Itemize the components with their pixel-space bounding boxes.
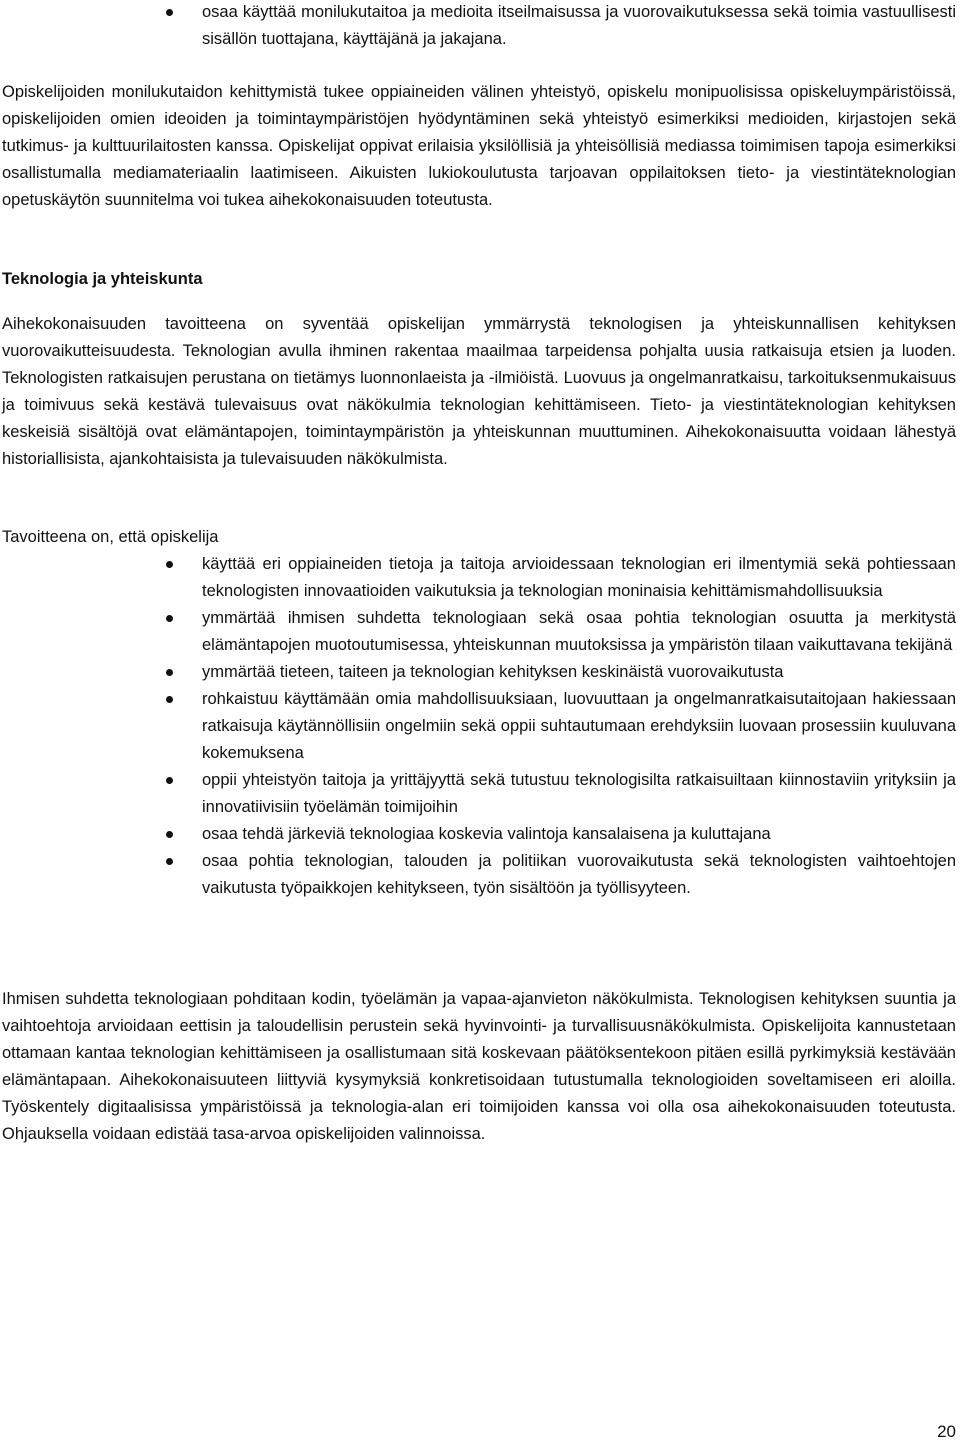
list-item — [0, 767, 960, 821]
goals-list — [0, 551, 960, 902]
section-paragraph-2: Ihmisen suhdetta teknologiaan pohditaan kodin, työelämän ja vapaa-ajanvieton näkökulmista. Teknologisen kehityksen suuntia ja vaihtoehtoja arvioidaan eettisin ja taloudellisin perustein sekä hyvinvointi- ja turvallisuusnäkökulmista. Opiskelijoita kannustetaan ottamaan kantaa teknologian kehittämiseen ja osallistumaan sitä koskevaan päätöksentekoon pitäen esillä pyrkimyksiä kestävään elämäntapaan. Aihekokonaisuuteen liittyviä kysymyksiä konkretisoidaan tutustumalla teknologioiden soveltamiseen eri aloilla. Työskentely digitaalisissa ympäristöissä ja teknologia-alan eri toimijoiden kanssa voi olla osa aihekokonaisuuden toteutusta. Ohjauksella voidaan edistää tasa-arvoa opiskelijoiden valinnoissa. — [2, 990, 956, 1143]
intro-paragraph: Opiskelijoiden monilukutaidon kehittymistä tukee oppiaineiden välinen yhteistyö, opiskelu monipuolisissa opiskeluympäristöissä, opiskelijoiden omien ideoiden ja toimintaympäristöjen hyödyntäminen sekä yhteistyö esimerkiksi medioiden, kirjastojen sekä tutkimus- ja kulttuurilaitosten kanssa. Opiskelijat oppivat erilaisia yksilöllisiä ja yhteisöllisiä mediassa toimimisen tapoja esimerkiksi osallistumalla mediamateriaalin laatimiseen. Aikuisten lukiokoulutusta tarjoavan oppilaitoksen tieto- ja viestintäteknologian opetuskäytön suunnitelma voi tukea aihekokonaisuuden toteutusta. — [2, 83, 956, 209]
list-item — [0, 605, 960, 659]
list-item — [0, 686, 960, 767]
list-item — [0, 848, 960, 902]
bullet-icon — [166, 669, 173, 676]
top-bullet-list — [0, 0, 960, 53]
list-item-text: käyttää eri oppiaineiden tietoja ja taitoja arvioidessaan teknologian eri ilmentymiä sekä pohtiessaan teknologisten innovaatioiden vaikutuksia ja teknologian moninaisia kehittämismahdollisuuksia — [202, 555, 956, 600]
list-item-text: ymmärtää ihmisen suhdetta teknologiaan sekä osaa pohtia teknologian osuutta ja merkitystä elämäntapojen muotoutumisessa, yhteiskunnan muutoksissa ja ympäristön tilaan vaikuttavana tekijänä — [202, 609, 956, 654]
list-item — [0, 821, 960, 848]
list-item-text: osaa tehdä järkeviä teknologiaa koskevia valintoja kansalaisena ja kuluttajana — [202, 825, 771, 843]
list-item — [0, 0, 960, 53]
list-item-text: ymmärtää tieteen, taiteen ja teknologian kehityksen keskinäistä vuorovaikutusta — [202, 663, 784, 681]
bullet-icon — [166, 831, 173, 838]
list-item-text: rohkaistuu käyttämään omia mahdollisuuksiaan, luovuuttaan ja ongelmanratkaisutaitojaan hakiessaan ratkaisuja käytännöllisiin ongelmiin sekä oppii suhtautumaan erehdyksiin luovaan prosessiin kuuluvana kokemuksena — [202, 690, 956, 762]
list-item-text: oppii yhteistyön taitoja ja yrittäjyyttä sekä tutustuu teknologisilta ratkaisuiltaan kiinnostaviin yrityksiin ja innovatiivisiin työelämän toimijoihin — [202, 771, 956, 816]
goals-intro: Tavoitteena on, että opiskelija — [2, 528, 219, 546]
section-paragraph-1: Aihekokonaisuuden tavoitteena on syventää opiskelijan ymmärrystä teknologisen ja yhteiskunnallisen kehityksen vuorovaikutteisuudesta. Teknologian avulla ihminen rakentaa maailmaa tarpeidensa pohjalta uusia ratkaisuja etsien ja luoden. Teknologisten ratkaisujen perustana on tietämys luonnonlaeista ja -ilmiöistä. Luovuus ja ongelmanratkaisu, tarkoituksenmukaisuus ja toimivuus sekä kestävä tulevaisuus ovat näkökulmia teknologian kehittämiseen. Tieto- ja viestintäteknologian kehityksen keskeisiä sisältöjä ovat elämäntapojen, toimintaympäristön ja yhteiskunnan muuttuminen. Aihekokonaisuutta voidaan lähestyä historiallisista, ajankohtaisista ja tulevaisuuden näkökulmista. — [2, 315, 956, 468]
list-item — [0, 551, 960, 605]
list-item-text: osaa pohtia teknologian, talouden ja politiikan vuorovaikutusta sekä teknologisten vaihtoehtojen vaikutusta työpaikkojen kehitykseen, työn sisältöön ja työllisyyteen. — [202, 852, 956, 897]
bullet-icon — [166, 777, 173, 784]
page-number: 20 — [937, 1422, 956, 1441]
bullet-icon — [166, 858, 173, 865]
list-item-text: osaa käyttää monilukutaitoa ja medioita itseilmaisussa ja vuorovaikutuksessa sekä toimia vastuullisesti sisällön tuottajana, käyttäjänä ja jakajana. — [202, 3, 956, 48]
bullet-icon — [166, 9, 173, 16]
bullet-icon — [166, 696, 173, 703]
bullet-icon — [166, 561, 173, 568]
list-item — [0, 659, 960, 686]
bullet-icon — [166, 615, 173, 622]
section-heading: Teknologia ja yhteiskunta — [2, 270, 203, 288]
